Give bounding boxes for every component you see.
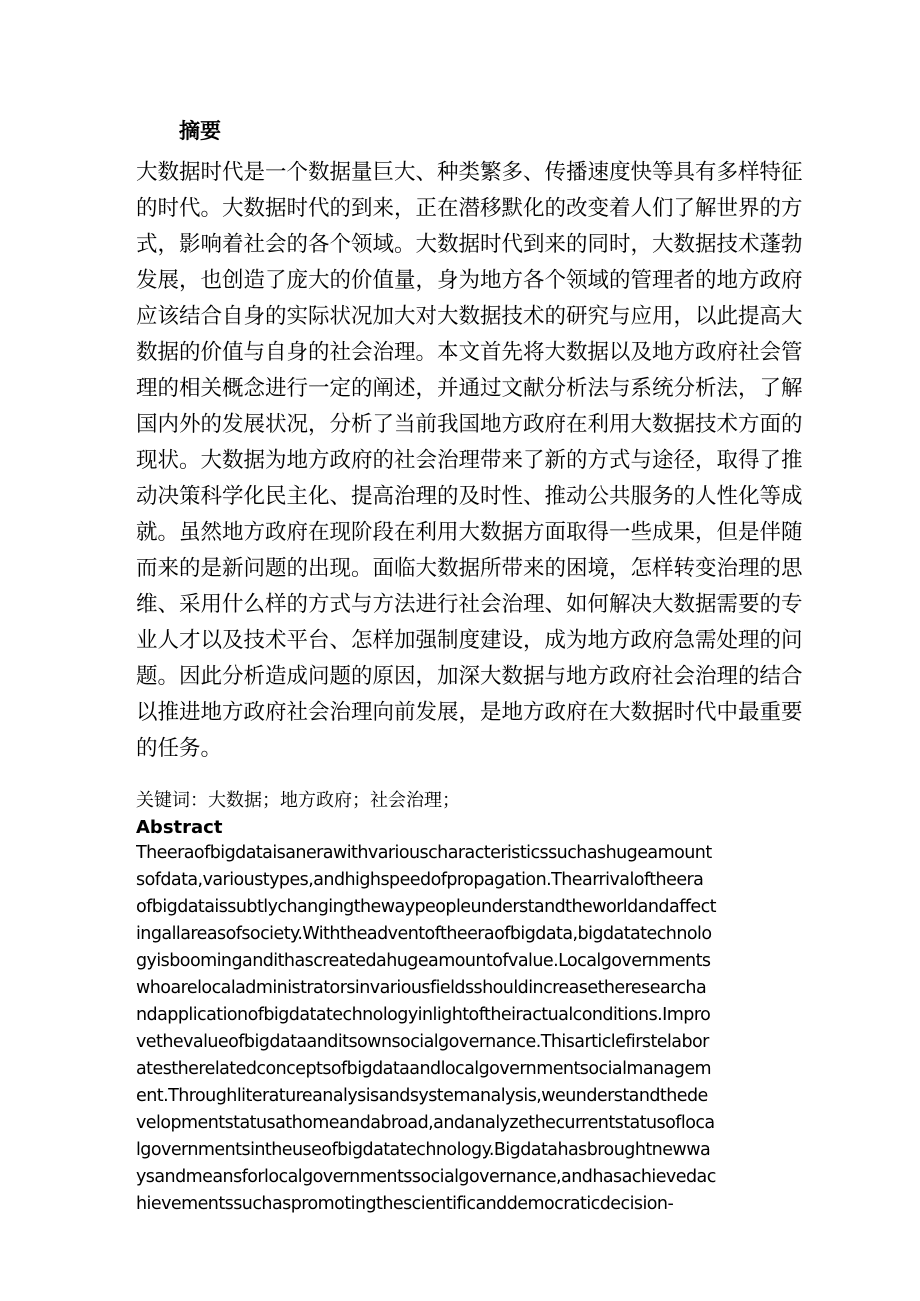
abstract-line-cn: 题。因此分析造成问题的原因，加深大数据与地方政府社会治理的结合 [136,664,803,689]
abstract-line-cn: 应该结合自身的实际状况加大对大数据技术的研究与应用，以此提高大 [136,304,803,329]
abstract-line-cn: 理的相关概念进行一定的阐述，并通过文献分析法与系统分析法，了解 [136,376,803,401]
keywords-cn: 关键词：大数据；地方政府；社会治理； [136,790,460,811]
abstract-line-en: gyisboomingandithascreatedahugeamountofvalue.Localgovernments [136,951,711,971]
abstract-line-cn: 现状。大数据为地方政府的社会治理带来了新的方式与途径，取得了推 [136,448,803,473]
abstract-line-cn: 的任务。 [136,736,223,761]
abstract-line-cn: 动决策科学化民主化、提高治理的及时性、推动公共服务的人性化等成 [136,484,803,509]
abstract-line-en: hievementssuchaspromotingthescientificanddemocraticdecision- [136,1194,674,1214]
abstract-line-cn: 数据的价值与自身的社会治理。本文首先将大数据以及地方政府社会管 [136,340,803,365]
abstract-line-en: ofbigdataissubtlychangingthewaypeopleunderstandtheworldandaffect [136,897,716,917]
abstract-heading-cn: 摘要 [179,119,221,143]
abstract-line-en: ndapplicationofbigdatatechnologyinlightoftheiractualconditions.Impro [136,1005,711,1025]
abstract-line-cn: 业人才以及技术平台、怎样加强制度建设，成为地方政府急需处理的问 [136,628,803,653]
abstract-body-cn [136,155,803,767]
abstract-heading-en: Abstract [136,817,223,838]
abstract-line-cn: 维、采用什么样的方式与方法进行社会治理、如何解决大数据需要的专 [136,592,803,617]
abstract-line-en: sofdata,varioustypes,andhighspeedofpropagation.Thearrivaloftheera [136,870,704,890]
abstract-line-en: ysandmeansforlocalgovernmentssocialgovernance,andhasachievedac [136,1167,716,1187]
abstract-line-cn: 以推进地方政府社会治理向前发展，是地方政府在大数据时代中最重要 [136,700,803,725]
abstract-line-en: atestherelatedconceptsofbigdataandlocalgovernmentsocialmanagem [136,1059,712,1079]
abstract-line-cn: 国内外的发展状况，分析了当前我国地方政府在利用大数据技术方面的 [136,412,803,437]
abstract-line-en: velopmentstatusathomeandabroad,andanalyzethecurrentstatusofloca [136,1113,715,1133]
abstract-line-cn: 式，影响着社会的各个领域。大数据时代到来的同时，大数据技术蓬勃 [136,232,803,257]
abstract-line-cn: 发展，也创造了庞大的价值量，身为地方各个领域的管理者的地方政府 [136,268,803,293]
abstract-body-en [136,840,796,1218]
abstract-line-en: Theeraofbigdataisanerawithvariouscharacteristicssuchashugeamount [136,843,712,863]
abstract-line-en: ent.Throughliteratureanalysisandsystemanalysis,weunderstandthede [136,1086,708,1106]
abstract-line-en: lgovernmentsintheuseofbigdatatechnology.Bigdatahasbroughtnewwa [136,1140,711,1160]
abstract-line-cn: 大数据时代是一个数据量巨大、种类繁多、传播速度快等具有多样特征 [136,160,803,185]
abstract-line-cn: 而来的是新问题的出现。面临大数据所带来的困境，怎样转变治理的思 [136,556,803,581]
abstract-line-cn: 就。虽然地方政府在现阶段在利用大数据方面取得一些成果，但是伴随 [136,520,803,545]
abstract-line-en: vethevalueofbigdataanditsownsocialgovernance.Thisarticlefirstelabor [136,1032,709,1052]
abstract-line-en: whoarelocaladministratorsinvariousfieldsshouldincreasetheresearcha [136,978,707,998]
abstract-line-cn: 的时代。大数据时代的到来，正在潜移默化的改变着人们了解世界的方 [136,196,803,221]
abstract-line-en: ingallareasofsociety.Withtheadventoftheeraofbigdata,bigdatatechnolo [136,924,712,944]
